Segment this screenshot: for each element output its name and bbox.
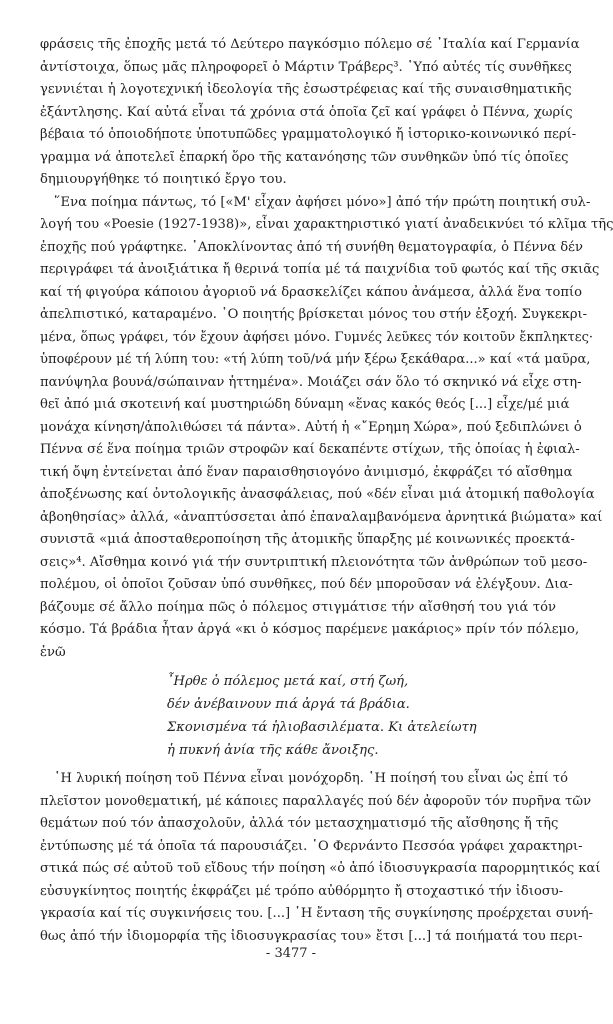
paragraph-2 bbox=[40, 192, 613, 665]
text-line: ῞Ενα ποίημα πάντως, τό [«Μ' εἶχαν ἀφήσει μόνο»] ἀπό τήν πρώτη ποιητική συλ- bbox=[54, 194, 591, 210]
text-line: πολέμου, οἱ ὁποῖοι ζοῦσαν ὑπό συνθῆκες, πού δέν μποροῦσαν νά ἐλέγξουν. Δια- bbox=[40, 577, 573, 592]
poem-line: δέν ἀνέβαινουν πιά ἀργά τά βράδια. bbox=[167, 697, 410, 712]
text-line: πανύψηλα βουνά/σώπαιναν ἡττημένα». Μοιάζει σάν ὅλο τό σκηνικό νά εἶχε στη- bbox=[40, 374, 582, 390]
text-line: ῾Η λυρική ποίηση τοῦ Πέννα εἶναι μονόχορδη. ῾Η ποίησή του εἶναι ὡς ἐπί τό bbox=[54, 771, 569, 786]
text-line: ἐνῶ bbox=[40, 644, 66, 660]
text-line: ἀπελπιστικό, καταραμένο. ῾Ο ποιητής βρίσκεται μόνος του στήν ἐξοχή. Συγκεκρι- bbox=[40, 307, 588, 322]
text-line: γραμμα νά ἀποτελεῖ ἐπαρκή ὅρο τῆς κατανόησης τῶν συνθηκῶν ὑπό τίς ὁποῖες bbox=[40, 149, 569, 165]
text-line: βάζουμε σέ ἄλλο ποίημα πῶς ὁ πόλεμος στιγμάτισε τήν αἴσθησή του γιά τόν bbox=[40, 599, 556, 615]
text-line: καί τή φιγούρα κάποιου ἀγοριοῦ νά δρασκελίζει κάπου ἀνάμεσα, ἀλλά ἕνα τοπίο bbox=[40, 284, 583, 300]
poem-line: ἡ πυκνή ἀνία τῆς κάθε ἄνοιξης. bbox=[167, 743, 379, 758]
text-line: ἐξάντλησης. Καί αὐτά εἶναι τά χρόνια στά ὁποῖα ζεῖ καί γράφει ὁ Πέννα, χωρίς bbox=[40, 104, 573, 120]
text-line: περιγράφει τά ἀνοιξιάτικα ἤ θερινά τοπία μέ τά παιχνίδια τοῦ φωτός καί τῆς σκιᾶς bbox=[40, 262, 600, 277]
text-line: σεις»⁴. Αἴσθημα κοινό γιά τήν συντριπτική πλειονότητα τῶν ἀνθρώπων τοῦ μεσο- bbox=[40, 554, 588, 570]
text-line: ἀντίστοιχα, ὅπως μᾶς πληροφορεῖ ὁ Μάρτιν Τράβερς³. ῾Υπό αὐτές τίς συνθῆκες bbox=[40, 59, 572, 75]
text-line: μονάχα κίνηση/ἀπολιθώσει τά πάντα». Αὐτή ἡ «῎Ερημη Χώρα», πού ξεδιπλώνει ὁ bbox=[40, 419, 582, 435]
text-line: γκρασία καί τίς συγκινήσεις του. [...] ῾Η ἔνταση τῆς συγκίνησης προέρχεται συνή- bbox=[40, 906, 594, 921]
text-line: φράσεις τῆς ἐποχῆς μετά τό Δεύτερο παγκόσμιο πόλεμο σέ ᾿Ιταλία καί Γερμανία bbox=[40, 37, 580, 52]
text-line: ἐποχῆς πού γράφτηκε. ᾿Αποκλίνοντας ἀπό τή συνήθη θεματογραφία, ὁ Πέννα δέν bbox=[40, 239, 583, 255]
paragraph-3 bbox=[40, 768, 601, 948]
text-line: συνιστᾶ «μιά ἀποσταθεροποίηση τῆς ἀτομικῆς ὕπαρξης μέ κοινωνικές προεκτά- bbox=[40, 532, 575, 547]
text-line: γεννιέται ἡ λογοτεχνική ἰδεολογία τῆς ἐσωστρέφειας καί τῆς συναισθηματικῆς bbox=[40, 82, 572, 97]
text-line: πλεῖστον μονοθεματική, μέ κάποιες παραλλαγές πού δέν ἀφοροῦν τόν πυρῆνα τῶν bbox=[40, 793, 592, 809]
text-line: θεμάτων πού τόν ἀπασχολοῦν, ἀλλά τόν μετασχηματισμό τῆς αἴσθησης ἤ τῆς bbox=[40, 816, 559, 831]
text-line: βέβαια τό ὁποιοδήποτε ὑποτυπῶδες γραμματολογικό ἤ ἱστορικο-κοινωνικό περί- bbox=[40, 127, 577, 142]
text-line: στικά πώς σέ αὐτοῦ τοῦ εἴδους τήν ποίηση «ὁ ἀπό ἰδιοσυγκρασία παρορμητικός καί bbox=[40, 861, 601, 876]
text-line: ὑποφέρουν μέ τή λύπη του: «τή λύπη τοῦ/νά μήν ξέρω ξεκάθαρα...» καί «τά μαῦρα, bbox=[40, 352, 591, 367]
page-body bbox=[40, 34, 613, 948]
text-line: δημιουργήθηκε τό ποιητικό ἔργο του. bbox=[40, 172, 287, 187]
text-line: θως ἀπό τήν ἰδιομορφία τῆς ἰδιοσυγκρασίας του» ἔτσι [...] τά ποιήματά του περι- bbox=[40, 928, 583, 944]
paragraph-1 bbox=[40, 34, 580, 192]
text-line: κόσμο. Τά βράδια ἦταν ἀργά «κι ὁ κόσμος παρέμενε μακάριος» πρίν τόν πόλεμο, bbox=[40, 622, 580, 637]
text-line: θεῖ ἀπό μιά σκοτεινή καί μυστηριώδη δύναμη «ἕνας κακός θεός [...] εἶχε/μέ μιά bbox=[40, 397, 570, 412]
poem-line: ῏Ηρθε ὁ πόλεμος μετά καί, στή ζωή, bbox=[167, 674, 409, 689]
text-line: ἀβοηθησίας» ἀλλά, «ἀναπτύσσεται ἀπό ἐπαναλαμβανόμενα ἀρνητικά βιώματα» καί bbox=[40, 509, 603, 525]
poem-quote bbox=[167, 670, 556, 762]
text-line: εὐσυγκίνητος ποιητής ἐκφράζει μέ τρόπο αὐθόρμητο ἤ στοχαστικό τήν ἰδιοσυ- bbox=[40, 883, 564, 899]
page-number: - 3477 - bbox=[265, 946, 317, 961]
text-line: λογή του «Poesie (1927-1938)», εἶναι χαρακτηριστικό γιατί ἀναδεικνύει τό κλῖμα τῆς bbox=[40, 217, 613, 232]
poem-line: Σκονισμένα τά ἡλιοβασιλέματα. Κι ἀτελείωτη bbox=[167, 720, 477, 735]
text-line: μένα, ὅπως γράφει, τόν ἔχουν ἀφήσει μόνο. Γυμνές λεῦκες τόν κοιτοῦν ἔκπληκτες· bbox=[40, 329, 594, 345]
text-line: ἀποξένωσης καί ὀντολογικῆς ἀνασφάλειας, πού «δέν εἶναι μιά ἀτομική παθολογία bbox=[40, 487, 595, 502]
text-line: ἐντύπωσης μέ τά ὁποῖα τά παρουσιάζει. ῾Ο Φερνάντο Πεσσόα γράφει χαρακτηρι- bbox=[40, 838, 583, 854]
text-line: Πέννα σέ ἕνα ποίημα τριῶν στροφῶν καί δεκαπέντε στίχων, τῆς ὁποίας ἡ ἐφιαλ- bbox=[40, 442, 580, 457]
text-line: τική ὄψη ἐντείνεται ἀπό ἕναν παραισθησιογόνο ἀνιμισμό, ἐκφράζει τό αἴσθημα bbox=[40, 464, 573, 480]
